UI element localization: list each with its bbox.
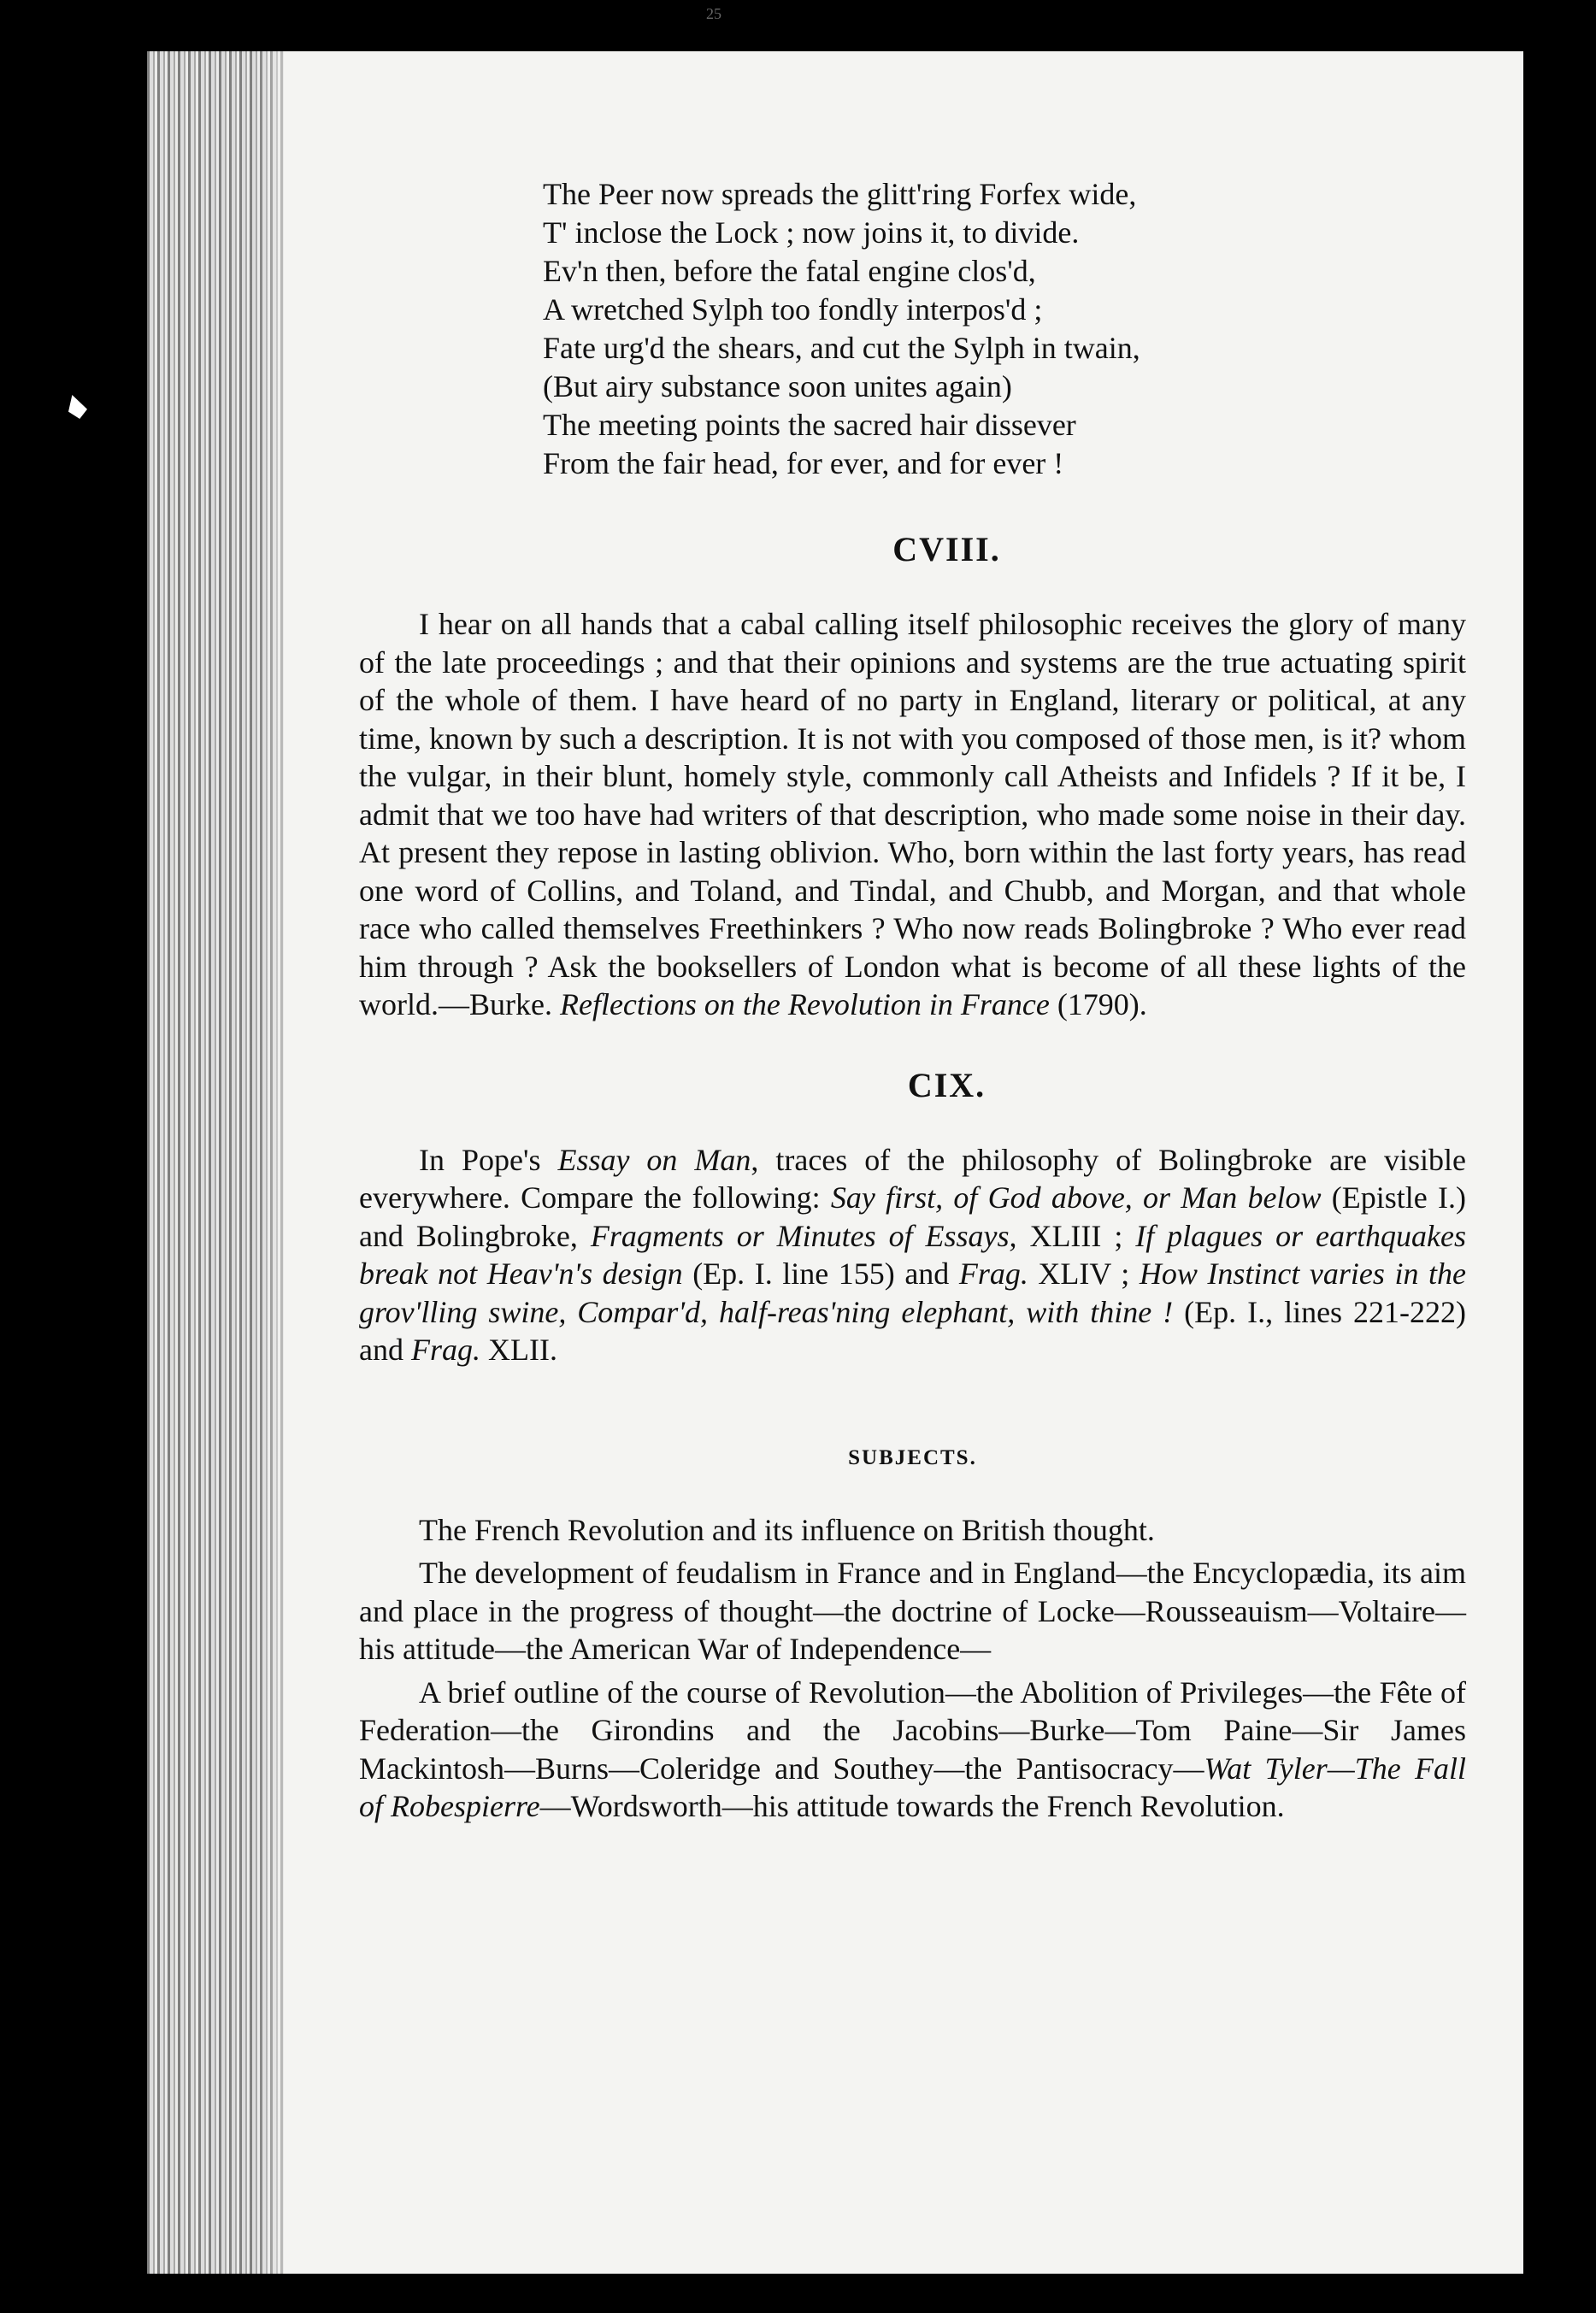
section-cviii-text [359,605,1466,1024]
subject-paragraph [359,1674,1466,1826]
poem-line: T' inclose the Lock ; now joins it, to divide. [543,215,1080,250]
paragraph [359,605,1466,1024]
text-run: —Wordsworth—his attitude towards the French Revolution. [539,1789,1285,1823]
poem-excerpt [543,175,1466,483]
subject-paragraph: The French Revolution and its influence on British thought. [419,1512,1155,1547]
section-heading-cviii: CVIII. [892,530,1001,568]
subjects-heading: SUBJECTS. [848,1445,977,1469]
section-cix-text [359,1141,1466,1369]
source-year: (1790). [1057,987,1147,1021]
text-run: (Epistle I.) and Bolingbroke, [359,1180,1466,1253]
poem-line: The Peer now spreads the glitt'ring Forfex wide, [543,177,1137,211]
italic-abbrev: Frag. [410,1333,480,1367]
text-run: XLII. [480,1333,557,1367]
poem-line: A wretched Sylph too fondly interpos'd ; [543,292,1043,327]
quote-text: I hear on all hands that a cabal calling itself philosophic receives the glory of many of the late proceedings ; and that their opinions and systems are the true actuating spirit of the whole of them. I have heard of no party in England, literary or political, at any time, known by such a description. It is not with you composed of those men, is it? whom the vulgar, in their blunt, homely style, commonly call Atheists and Infidels ? If it be, I admit that we too have had writers of that description, who made some noise in their day. At present they repose in lasting oblivion. Who, born within the last forty years, has read one word of Collins, and Toland, and Tindal, and Chubb, and Morgan, and that whole race who called themselves Freethinkers ? Who now reads Bolingbroke ? Who ever read him through ? Ask the booksellers of London what is become of all these lights of the world.—Burke. [359,607,1466,1021]
scan-artifact [68,395,87,419]
poem-line: The meeting points the sacred hair dissever [543,408,1076,442]
page-top-mark: 25 [706,5,721,22]
italic-quote: How Instinct varies in the grov'lling swine, Compar'd, half-reas'ning elephant, with thine ! [359,1257,1466,1329]
italic-title: Wat Tyler—The Fall of Robespierre [359,1751,1466,1823]
text-run: , traces of the philosophy of Bolingbroke are visible everywhere. Compare the following: [359,1142,1467,1215]
poem-line: (But airy substance soon unites again) [543,369,1012,403]
paragraph [359,1141,1466,1369]
italic-abbrev: Frag. [958,1257,1028,1291]
italic-title: Fragments or Minutes of Essays, [590,1218,1017,1253]
source-title: Reflections on the Revolution in France [559,987,1050,1021]
italic-quote: If plagues or earthquakes break not Heav'n's design [359,1218,1466,1291]
subject-paragraph: The development of feudalism in France and in England—the Encyclopædia, its aim and place in the progress of thought—the doctrine of Locke—Rousseauism—Voltaire—his attitude—the American War of Independence— [359,1556,1466,1666]
poem-line: Ev'n then, before the fatal engine clos'd, [543,254,1036,288]
poem-line: From the fair head, for ever, and for ever ! [543,446,1064,480]
text-run: A brief outline of the course of Revolution—the Abolition of Privileges—the Fête of Federation—the Girondins and the Jacobins—Burke—Tom Paine—Sir James Mackintosh—Burns—Coleridge and Southey—the Pantisocracy— [359,1674,1466,1786]
text-run: (Ep. I., lines 221-222) and [359,1294,1467,1367]
text-run: (Ep. I. line 155) and [682,1257,959,1291]
page-content [359,175,1466,1831]
section-heading-cix: CIX. [907,1065,986,1104]
subjects-list [359,1511,1466,1826]
italic-quote: Say first, of God above, or Man below [830,1180,1322,1215]
text-run: XLIII ; [1016,1218,1136,1253]
poem-line: Fate urg'd the shears, and cut the Sylph in twain, [543,331,1140,365]
italic-title: Essay on Man [557,1142,751,1177]
text-run: XLIV ; [1028,1257,1140,1291]
binding-shadow [256,51,308,2274]
text-run: In Pope's [419,1142,558,1177]
